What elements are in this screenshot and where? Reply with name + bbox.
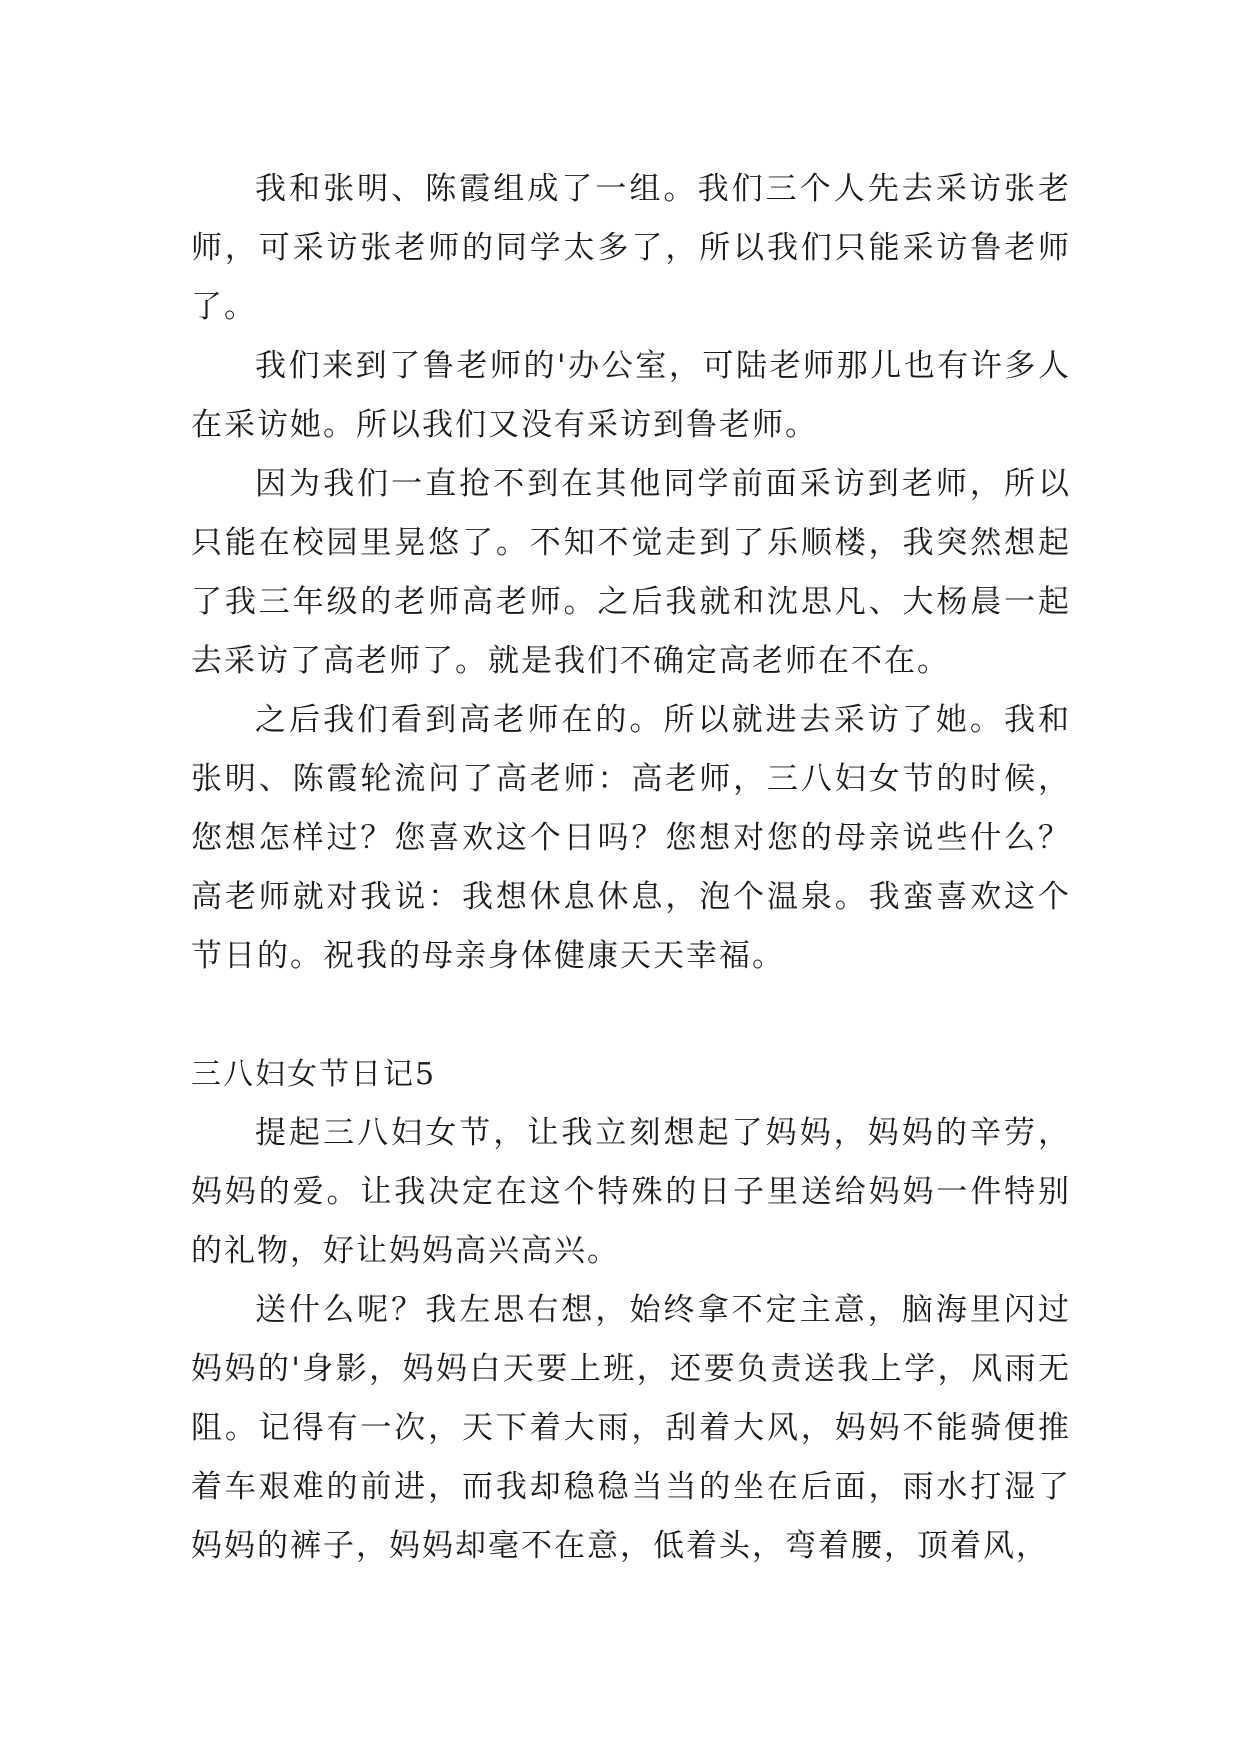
paragraph: 提起三八妇女节，让我立刻想起了妈妈，妈妈的辛劳，妈妈的爱。让我决定在这个特殊的日子里送给妈妈一件特别的礼物，好让妈妈高兴高兴。 [191,1115,1071,1269]
paragraph: 我们来到了鲁老师的'办公室，可陆老师那儿也有许多人在采访她。所以我们又没有采访到鲁老师。 [191,348,1071,443]
document-body [191,160,1071,1576]
paragraph: 送什么呢？我左思右想，始终拿不定主意，脑海里闪过妈妈的'身影，妈妈白天要上班，还要负责送我上学，风雨无阻。记得有一次，天下着大雨，刮着大风，妈妈不能骑便推着车艰难的前进，而我却稳稳当当的坐在后面，雨水打湿了妈妈的裤子，妈妈却毫不在意，低着头，弯着腰，顶着风， [191,1292,1071,1564]
paragraph: 之后我们看到高老师在的。所以就进去采访了她。我和张明、陈霞轮流问了高老师：高老师，三八妇女节的时候，您想怎样过？您喜欢这个日吗？您想对您的母亲说些什么？高老师就对我说：我想休息休息，泡个温泉。我蛮喜欢这个节日的。祝我的母亲身体健康天天幸福。 [191,702,1071,974]
paragraph: 因为我们一直抢不到在其他同学前面采访到老师，所以只能在校园里晃悠了。不知不觉走到了乐顺楼，我突然想起了我三年级的老师高老师。之后我就和沈思凡、大杨晨一起去采访了高老师了。就是我们不确定高老师在不在。 [191,466,1071,679]
paragraph: 我和张明、陈霞组成了一组。我们三个人先去采访张老师，可采访张老师的同学太多了，所以我们只能采访鲁老师了。 [191,171,1071,325]
section-title: 三八妇女节日记5 [191,1057,437,1092]
